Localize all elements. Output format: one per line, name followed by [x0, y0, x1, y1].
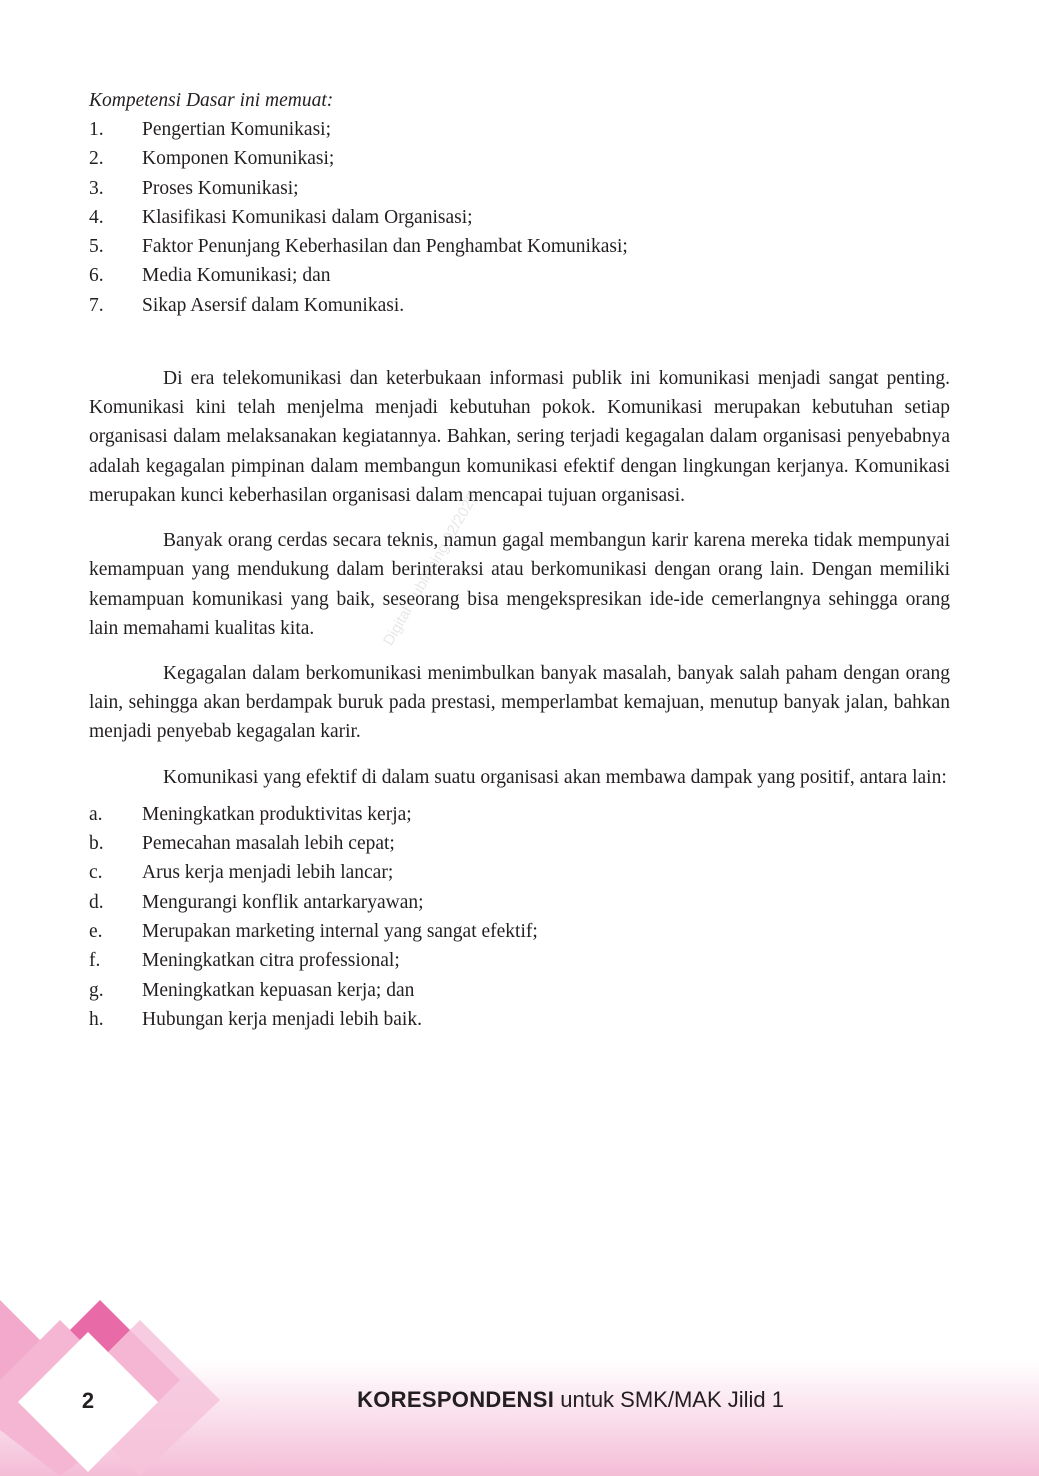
- topics-list: [89, 115, 950, 320]
- book-title: [357, 1387, 784, 1413]
- benefit-item: [89, 917, 950, 946]
- paragraph-4: Komunikasi yang efektif di dalam suatu organisasi akan membawa dampak yang positif, antara lain:: [163, 766, 947, 788]
- topic-item-text: Pengertian Komunikasi;: [142, 119, 332, 140]
- benefit-item-text: Mengurangi konflik antarkaryawan;: [142, 891, 424, 913]
- benefit-item-marker: a.: [89, 803, 103, 825]
- benefit-item-marker: e.: [89, 920, 103, 942]
- topic-item-text: Komponen Komunikasi;: [142, 148, 335, 170]
- topic-item-marker: 4.: [89, 206, 104, 228]
- benefit-item-marker: f.: [89, 950, 101, 972]
- benefit-item-marker: d.: [89, 891, 104, 913]
- intro-text: Kompetensi Dasar ini memuat:: [89, 90, 334, 111]
- topic-item: [89, 261, 950, 290]
- topic-item: [89, 291, 950, 320]
- topic-item-marker: 6.: [89, 265, 104, 287]
- book-title-bold: KORESPONDENSI: [357, 1387, 555, 1412]
- topic-item-marker: 7.: [89, 294, 104, 316]
- benefit-item: [89, 1005, 950, 1034]
- benefit-item: [89, 888, 950, 917]
- topic-item-text: Klasifikasi Komunikasi dalam Organisasi;: [142, 206, 473, 228]
- benefit-item-text: Pemecahan masalah lebih cepat;: [142, 833, 395, 855]
- paragraph-3: Kegagalan dalam berkomunikasi menimbulkan banyak masalah, banyak salah paham dengan orang lain, sehingga akan berdampak buruk pada prestasi, memperlambat kemajuan, menutup banyak jalan, bahkan menjadi penyebab kegagalan karir.: [89, 662, 950, 743]
- topic-item: [89, 232, 950, 261]
- benefit-item-text: Meningkatkan citra professional;: [142, 950, 400, 972]
- benefit-item-marker: b.: [89, 833, 104, 855]
- benefit-item-text: Hubungan kerja menjadi lebih baik.: [142, 1008, 422, 1030]
- topic-item-marker: 1.: [89, 119, 104, 140]
- benefit-item-marker: g.: [89, 979, 104, 1001]
- benefits-list: [89, 800, 950, 1034]
- topic-item-marker: 5.: [89, 236, 104, 258]
- topic-item-text: Sikap Asersif dalam Komunikasi.: [142, 294, 405, 316]
- benefit-item-text: Arus kerja menjadi lebih lancar;: [142, 862, 394, 884]
- paragraph-2: Banyak orang cerdas secara teknis, namun gagal membangun karir karena mereka tidak mempunyai kemampuan yang mendukung dalam berinteraksi atau berkomunikasi dengan orang lain. Dengan memiliki kemampuan komunikasi yang baik, seseorang bisa mengekspresikan ide-ide cemerlangnya sehingga orang lain memahami kualitas kita.: [89, 530, 950, 639]
- benefit-item: [89, 976, 950, 1005]
- page-content: [89, 86, 950, 1034]
- topic-item-text: Faktor Penunjang Keberhasilan dan Penghambat Komunikasi;: [142, 236, 628, 258]
- benefit-item: [89, 858, 950, 887]
- page-number: 2: [81, 1388, 95, 1413]
- benefit-item: [89, 829, 950, 858]
- watermark: Digital Publishing 02/2025: [380, 489, 482, 649]
- topic-item-text: Proses Komunikasi;: [142, 177, 299, 199]
- benefit-item: [89, 946, 950, 975]
- paragraph-1: Di era telekomunikasi dan keterbukaan informasi publik ini komunikasi menjadi sangat penting. Komunikasi kini telah menjelma menjadi kebutuhan pokok. Komunikasi merupakan kebutuhan setiap organisasi dalam melaksanakan kegiatannya. Bahkan, sering terjadi kegagalan dalam organisasi penyebabnya adalah kegagalan pimpinan dalam membangun komunikasi efektif dengan lingkungan kerjanya. Komunikasi merupakan kunci keberhasilan organisasi dalam mencapai tujuan organisasi.: [89, 368, 950, 506]
- topic-item-marker: 2.: [89, 148, 104, 170]
- topic-item: [89, 115, 950, 144]
- footer-diamond-decoration: [0, 1280, 240, 1476]
- topic-item: [89, 174, 950, 203]
- book-title-rest: untuk SMK/MAK Jilid 1: [554, 1387, 784, 1412]
- benefit-item-text: Merupakan marketing internal yang sangat efektif;: [142, 920, 538, 942]
- benefit-item-marker: c.: [89, 862, 103, 884]
- topic-item: [89, 144, 950, 173]
- topic-item: [89, 203, 950, 232]
- benefit-item-text: Meningkatkan kepuasan kerja; dan: [142, 979, 415, 1001]
- benefit-item-marker: h.: [89, 1008, 104, 1030]
- topic-item-marker: 3.: [89, 177, 104, 199]
- topic-item-text: Media Komunikasi; dan: [142, 265, 331, 287]
- benefit-item: [89, 800, 950, 829]
- benefit-item-text: Meningkatkan produktivitas kerja;: [142, 803, 412, 825]
